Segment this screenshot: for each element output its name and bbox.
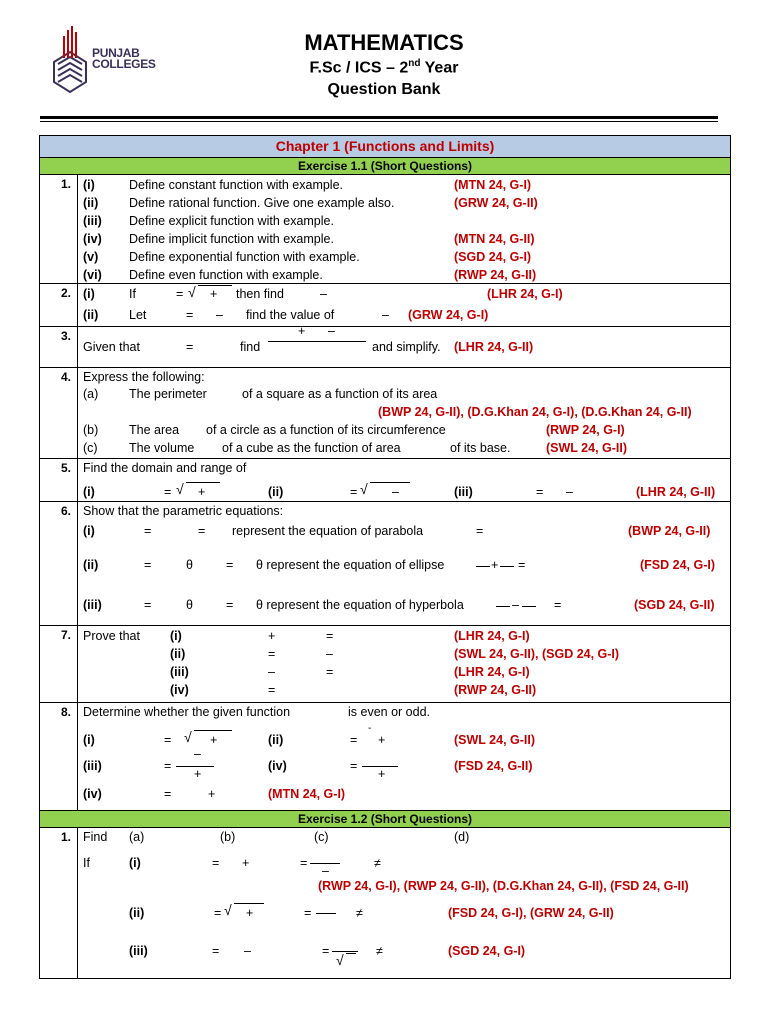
question-item xyxy=(78,683,728,701)
math-symbol: = xyxy=(326,665,334,679)
equals-sign: = xyxy=(350,485,358,499)
fraction-bar xyxy=(268,341,366,342)
equals-sign: = xyxy=(536,485,544,499)
not-equal-sign: ≠ xyxy=(376,944,383,958)
plus-sign: + xyxy=(378,733,386,747)
question-item xyxy=(78,249,730,267)
sqrt-icon: √ xyxy=(184,729,192,745)
equals-sign: = xyxy=(144,524,152,538)
roman-numeral: (i) xyxy=(83,287,95,301)
text: If xyxy=(83,856,90,870)
roman-numeral: (iii) xyxy=(129,944,148,958)
exercise2-question-1 xyxy=(40,828,730,979)
plus-sign: + xyxy=(194,767,202,781)
text: find xyxy=(240,340,261,354)
plus-sign: + xyxy=(198,485,206,499)
roman-numeral: (iii) xyxy=(170,665,189,679)
sqrt-icon: √ xyxy=(188,284,196,300)
minus-sign: – xyxy=(322,864,329,878)
fraction-bar xyxy=(500,566,514,567)
exam-reference: (SGD 24, G-II) xyxy=(634,598,715,612)
equals-sign: = xyxy=(322,944,330,958)
item-label: (c) xyxy=(314,830,329,844)
roman-numeral: (i) xyxy=(83,178,95,192)
roman-numeral: (i) xyxy=(83,485,95,499)
exam-reference: (RWP 24, G-II) xyxy=(454,683,537,697)
exam-reference: (GRW 24, G-I) xyxy=(408,308,489,322)
question-5 xyxy=(40,459,730,502)
math-symbol: + xyxy=(268,629,276,643)
question-number: 1. xyxy=(40,828,78,978)
plus-sign: + xyxy=(491,558,499,572)
equals-sign: = xyxy=(304,906,312,920)
minus-sign: – xyxy=(512,598,519,612)
equals-sign: = xyxy=(164,759,172,773)
item-text: Define even function with example. xyxy=(129,268,323,282)
question-body xyxy=(78,828,730,976)
question-body xyxy=(78,284,730,326)
text: represent the equation of parabola xyxy=(232,524,424,538)
text: Find the domain and range of xyxy=(83,461,247,475)
text: find the value of xyxy=(246,308,335,322)
item-text: Define exponential function with example. xyxy=(129,250,360,264)
exercise-heading-1-1: Exercise 1.1 (Short Questions) xyxy=(40,158,730,175)
exam-reference: (LHR 24, G-II) xyxy=(636,485,716,499)
roman-numeral: (iii) xyxy=(454,485,473,499)
item-label: (a) xyxy=(129,830,145,844)
text: of a square as a function of its area xyxy=(242,387,438,401)
question-number: 7. xyxy=(40,626,78,702)
fraction-bar xyxy=(496,606,510,607)
equals-sign: = xyxy=(198,524,206,538)
equals-sign: = xyxy=(518,558,526,572)
item-label: (c) xyxy=(83,441,98,455)
text: The area xyxy=(129,423,180,437)
roman-numeral: (iv) xyxy=(268,759,287,773)
page-subtitle: F.Sc / ICS – 2nd Year xyxy=(309,58,459,77)
fraction-bar xyxy=(316,913,336,914)
plus-sign: + xyxy=(298,324,306,338)
plus-sign: + xyxy=(246,906,254,920)
math-symbol: – xyxy=(268,665,275,679)
sqrt-icon: √ xyxy=(336,952,344,968)
plus-sign: + xyxy=(210,733,218,747)
math-symbol: = xyxy=(268,647,276,661)
superscript: - xyxy=(368,723,372,734)
radical-bar xyxy=(198,285,232,286)
text: of a circle as a function of its circumference xyxy=(206,423,446,437)
text: Prove that xyxy=(83,629,140,643)
roman-numeral: (iii) xyxy=(83,759,102,773)
question-item xyxy=(78,629,728,647)
question-2 xyxy=(40,284,730,327)
question-body xyxy=(78,703,730,806)
equals-sign: = xyxy=(212,944,220,958)
exam-reference: (LHR 24, G-I) xyxy=(454,665,530,679)
roman-numeral: (i) xyxy=(83,524,95,538)
equals-sign: = xyxy=(300,856,308,870)
minus-sign: – xyxy=(216,308,223,322)
plus-sign: + xyxy=(378,767,386,781)
not-equal-sign: ≠ xyxy=(374,856,381,870)
question-number: 4. xyxy=(40,368,78,458)
equals-sign: = xyxy=(212,856,220,870)
roman-numeral: (i) xyxy=(83,733,95,747)
roman-numeral: (i) xyxy=(129,856,141,870)
question-item xyxy=(78,267,730,285)
fraction-bar xyxy=(476,566,490,567)
question-8 xyxy=(40,703,730,811)
exam-reference: (BWP 24, G-II) xyxy=(628,524,711,538)
text: Find xyxy=(83,830,108,844)
equals-sign: = xyxy=(144,598,152,612)
text: Express the following: xyxy=(83,370,205,384)
item-text: Define implicit function with example. xyxy=(129,232,334,246)
item-label: (b) xyxy=(220,830,236,844)
item-label: (d) xyxy=(454,830,470,844)
minus-sign: – xyxy=(194,747,201,761)
radical-bar xyxy=(234,903,264,904)
exam-reference: (SGD 24, G-I) xyxy=(448,944,526,958)
roman-numeral: (iii) xyxy=(83,598,102,612)
equals-sign: = xyxy=(350,759,358,773)
exam-reference: (RWP 24, G-I) xyxy=(546,423,625,437)
equals-sign: = xyxy=(226,598,234,612)
question-6 xyxy=(40,502,730,626)
question-body xyxy=(78,324,730,367)
text: θ represent the equation of ellipse xyxy=(256,558,445,572)
exam-reference: (MTN 24, G-I) xyxy=(454,178,532,192)
question-3 xyxy=(40,324,730,368)
question-item xyxy=(78,195,730,213)
text: The volume xyxy=(129,441,195,455)
question-4 xyxy=(40,368,730,459)
exam-reference: (MTN 24, G-II) xyxy=(454,232,535,246)
radical-bar xyxy=(186,482,220,483)
question-number: 3. xyxy=(40,327,78,367)
text: The perimeter xyxy=(129,387,207,401)
text: If xyxy=(129,287,136,301)
question-body xyxy=(78,459,730,501)
roman-numeral: (i) xyxy=(170,629,182,643)
exam-reference: (FSD 24, G-I) xyxy=(640,558,716,572)
item-label: (b) xyxy=(83,423,99,437)
item-text: Define rational function. Give one example also. xyxy=(129,196,395,210)
sqrt-icon: √ xyxy=(360,481,368,497)
item-text: Define constant function with example. xyxy=(129,178,344,192)
theta-symbol: θ xyxy=(186,558,193,572)
question-sheet xyxy=(39,135,731,979)
exam-reference: (RWP 24, G-I), (RWP 24, G-II), (D.G.Khan 24, G-II), (FSD 24, G-II) xyxy=(318,879,689,893)
exam-reference: (SWL 24, G-II) xyxy=(546,441,628,455)
roman-numeral: (ii) xyxy=(268,733,284,747)
exam-reference: (GRW 24, G-II) xyxy=(454,196,538,210)
equals-sign: = xyxy=(554,598,562,612)
equals-sign: = xyxy=(350,733,358,747)
equals-sign: = xyxy=(226,558,234,572)
header-rule-thin xyxy=(40,121,718,122)
equals-sign: = xyxy=(186,340,194,354)
plus-sign: + xyxy=(208,787,216,801)
question-number: 2. xyxy=(40,284,78,326)
radical-bar xyxy=(194,730,232,731)
page-bank-label: Question Bank xyxy=(327,81,441,98)
roman-numeral: (iv) xyxy=(170,683,189,697)
equals-sign: = xyxy=(214,906,222,920)
exam-reference: (SWL 24, G-II), (SGD 24, G-I) xyxy=(454,647,620,661)
minus-sign: – xyxy=(392,485,399,499)
roman-numeral: (ii) xyxy=(170,647,186,661)
plus-sign: + xyxy=(242,856,250,870)
math-symbol: = xyxy=(268,683,276,697)
equals-sign: = xyxy=(164,485,172,499)
roman-numeral: (v) xyxy=(83,250,99,264)
roman-numeral: (iv) xyxy=(83,232,102,246)
text: θ represent the equation of hyperbola xyxy=(256,598,464,612)
question-body xyxy=(78,368,730,458)
roman-numeral: (ii) xyxy=(83,196,99,210)
exam-reference: (SGD 24, G-I) xyxy=(454,250,532,264)
text: Let xyxy=(129,308,147,322)
math-symbol: – xyxy=(326,647,333,661)
question-1 xyxy=(40,175,730,284)
question-item xyxy=(78,213,730,231)
equals-sign: = xyxy=(476,524,484,538)
question-number: 1. xyxy=(40,175,78,283)
math-symbol: = xyxy=(326,629,334,643)
sqrt-icon: √ xyxy=(224,902,232,918)
radical-bar xyxy=(346,953,356,954)
text: Show that the parametric equations: xyxy=(83,504,284,518)
minus-sign: – xyxy=(320,287,327,301)
equals-sign: = xyxy=(144,558,152,572)
question-7 xyxy=(40,626,730,703)
question-number: 5. xyxy=(40,459,78,501)
roman-numeral: (ii) xyxy=(129,906,145,920)
question-number: 8. xyxy=(40,703,78,810)
exam-reference: (LHR 24, G-I) xyxy=(487,287,563,301)
question-item xyxy=(78,231,730,249)
plus-sign: + xyxy=(210,287,218,301)
equals-sign: = xyxy=(176,287,184,301)
not-equal-sign: ≠ xyxy=(356,906,363,920)
exam-reference: (SWL 24, G-II) xyxy=(454,733,536,747)
roman-numeral: (ii) xyxy=(268,485,284,499)
text: Given that xyxy=(83,340,140,354)
question-body xyxy=(78,175,730,285)
roman-numeral: (vi) xyxy=(83,268,102,282)
minus-sign: – xyxy=(382,308,389,322)
exam-reference: (LHR 24, G-I) xyxy=(454,629,530,643)
text: Determine whether the given function xyxy=(83,705,291,719)
roman-numeral: (ii) xyxy=(83,558,99,572)
exam-reference: (FSD 24, G-II) xyxy=(454,759,533,773)
question-item xyxy=(78,647,728,665)
exam-reference: (RWP 24, G-II) xyxy=(454,268,537,282)
question-item xyxy=(78,177,730,195)
exam-reference: (MTN 24, G-I) xyxy=(268,787,346,801)
minus-sign: – xyxy=(566,485,573,499)
chapter-heading: Chapter 1 (Functions and Limits) xyxy=(40,136,730,158)
text: of its base. xyxy=(450,441,511,455)
logo-text: PUNJAB COLLEGES xyxy=(92,46,156,71)
roman-numeral: (ii) xyxy=(83,308,99,322)
page-title: MATHEMATICS xyxy=(304,30,464,55)
minus-sign: – xyxy=(328,324,335,338)
item-text: Define explicit function with example. xyxy=(129,214,334,228)
question-number: 6. xyxy=(40,502,78,625)
minus-sign: – xyxy=(244,944,251,958)
text: is even or odd. xyxy=(348,705,430,719)
fraction-bar xyxy=(522,606,536,607)
sqrt-icon: √ xyxy=(176,481,184,497)
exam-reference: (FSD 24, G-I), (GRW 24, G-II) xyxy=(448,906,614,920)
exam-reference: (LHR 24, G-II) xyxy=(454,340,534,354)
radical-bar xyxy=(370,482,410,483)
roman-numeral: (iv) xyxy=(83,787,102,801)
item-label: (a) xyxy=(83,387,99,401)
question-item xyxy=(78,665,728,683)
exam-reference: (BWP 24, G-II), (D.G.Khan 24, G-I), (D.G.Khan 24, G-II) xyxy=(378,405,692,419)
equals-sign: = xyxy=(164,787,172,801)
text: and simplify. xyxy=(372,340,441,354)
theta-symbol: θ xyxy=(186,598,193,612)
question-body xyxy=(78,502,730,625)
roman-numeral: (iii) xyxy=(83,214,102,228)
equals-sign: = xyxy=(164,733,172,747)
equals-sign: = xyxy=(186,308,194,322)
text: then find xyxy=(236,287,284,301)
text: of a cube as the function of area xyxy=(222,441,401,455)
exercise-heading-1-2: Exercise 1.2 (Short Questions) xyxy=(40,811,730,828)
header-rule xyxy=(40,116,718,119)
